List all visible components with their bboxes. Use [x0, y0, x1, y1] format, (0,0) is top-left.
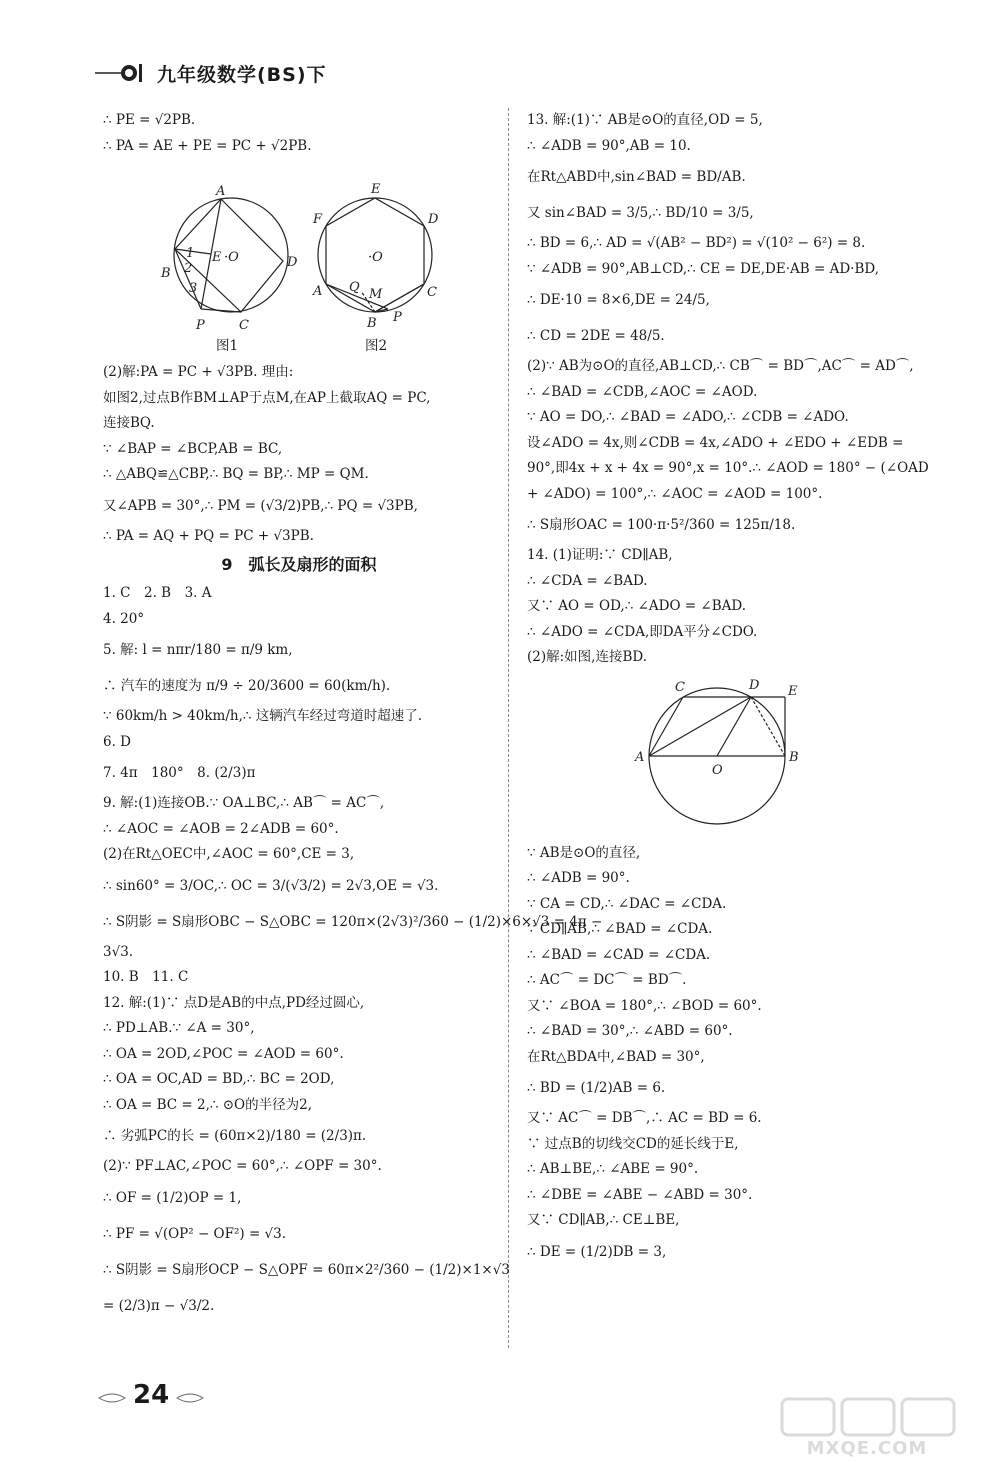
text-line: ∴ ∠ADB = 90°,AB = 10. — [527, 137, 691, 154]
text-line: ∴ S扇形OAC = 100·π·5²/360 = 125π/18. — [527, 517, 796, 533]
page-footer — [97, 1375, 205, 1415]
fig1-label: 2 — [184, 261, 193, 276]
answer-line: ∴ OF = (1/2)OP = 1, — [103, 1189, 242, 1206]
leaf-ornament-icon — [97, 1389, 127, 1401]
answer-line: ∴ 汽车的速度为 π/9 ÷ 20/3600 = 60(km/h). — [103, 678, 391, 694]
answer-line: ∴ OA = OC,AD = BD,∴ BC = 2OD, — [103, 1071, 335, 1087]
answer-line: ∴ ∠AOC = ∠AOB = 2∠ADB = 60°. — [103, 820, 339, 837]
text-line: 在Rt△BDA中,∠BAD = 30°, — [527, 1048, 705, 1065]
fig3-label: D — [749, 677, 760, 693]
answer-line: (2)在Rt△OEC中,∠AOC = 60°,CE = 3, — [103, 846, 355, 862]
text-line: 13. 解:(1)∵ AB是⊙O的直径,OD = 5, — [527, 112, 763, 128]
text-line: ∴ DE·10 = 8×6,DE = 24/5, — [527, 292, 710, 308]
answer-line: 4. 20° — [103, 610, 145, 627]
answer-line: ∴ PD⊥AB.∵ ∠A = 30°, — [103, 1020, 255, 1036]
header-ornament-icon — [95, 62, 153, 84]
figures-1-2 — [103, 159, 495, 334]
fig1-label: A — [216, 184, 226, 199]
figure-3 — [527, 671, 927, 841]
fig1-label: P — [196, 318, 205, 333]
text-line: ∴ ∠BAD = ∠CDB,∠AOC = ∠AOD. — [527, 383, 758, 400]
text-line: ∴ PA = AE + PE = PC + √2PB. — [103, 137, 312, 154]
fig3-label: A — [635, 749, 645, 765]
text-line: ∴ BD = 6,∴ AD = √(AB² − BD²) = √(10² − 6²) = 8. — [527, 235, 866, 251]
answer-line: 12. 解:(1)∵ 点D是AB的中点,PD经过圆心, — [103, 994, 365, 1011]
text-line: ∴ ∠ADO = ∠CDA,即DA平分∠CDO. — [527, 623, 758, 640]
right-column — [527, 108, 927, 1270]
page-number: 24 — [133, 1380, 170, 1410]
geometry-figures — [103, 159, 495, 334]
text-line: ∴ ∠CDA = ∠BAD. — [527, 572, 648, 589]
fig2-label: D — [428, 212, 439, 227]
fig-caption: 图2 — [365, 338, 388, 354]
answer-line: 1. C 2. B 3. A — [103, 585, 212, 601]
text-line: ∵ ∠BAP = ∠BCP,AB = BC, — [103, 440, 283, 457]
answer-line: ∴ S阴影 = S扇形OCP − S△OPF = 60π×2²/360 − (1/2)×1×√3 — [103, 1261, 510, 1278]
answer-line: 7. 4π 180° 8. (2/3)π — [103, 765, 256, 781]
text-line: 设∠ADO = 4x,则∠CDB = 4x,∠ADO + ∠EDO + ∠EDB = — [527, 434, 904, 451]
answer-line: = (2/3)π − √3/2. — [103, 1297, 215, 1314]
watermark-logo-icon — [772, 1395, 962, 1439]
fig2-label: ·O — [368, 250, 383, 265]
text-line: (2)解:如图,连接BD. — [527, 649, 648, 665]
text-line: 又∵ CD∥AB,∴ CE⊥BE, — [527, 1212, 680, 1228]
fig2-label: E — [371, 182, 381, 197]
fig2-label: A — [313, 284, 323, 299]
text-line: ∴ △ABQ≌△CBP,∴ BQ = BP,∴ MP = QM. — [103, 466, 369, 482]
fig2-label: Q — [349, 280, 360, 295]
answer-line: ∴ 劣弧PC的长 = (60π×2)/180 = (2/3)π. — [103, 1128, 367, 1144]
answer-line: ∴ sin60° = 3/OC,∴ OC = 3/(√3/2) = 2√3,OE = √3. — [103, 877, 439, 894]
text-line: ∴ BD = (1/2)AB = 6. — [527, 1080, 666, 1096]
answer-line: ∴ S阴影 = S扇形OBC − S△OBC = 120π×(2√3)²/360 − (1/2)×6×√3 = 4π − — [103, 913, 603, 930]
text-line: 14. (1)证明:∵ CD∥AB, — [527, 547, 673, 563]
text-line: ∴ ∠BAD = 30°,∴ ∠ABD = 60°. — [527, 1023, 733, 1039]
fig-caption: 图1 — [216, 338, 239, 354]
watermark — [772, 1395, 962, 1459]
page-header — [95, 58, 327, 88]
answer-line: ∵ 60km/h > 40km/h,∴ 这辆汽车经过弯道时超速了. — [103, 708, 423, 724]
fig2-label: C — [427, 285, 437, 300]
section-title: 9 弧长及扇形的面积 — [221, 555, 377, 574]
text-line: 又∠APB = 30°,∴ PM = (√3/2)PB,∴ PQ = √3PB, — [103, 497, 418, 514]
geometry-figure-3 — [527, 671, 927, 841]
answer-line: ∴ PF = √(OP² − OF²) = √3. — [103, 1225, 287, 1242]
answer-line: 9. 解:(1)连接OB.∵ OA⊥BC,∴ AB⌒ = AC⌒, — [103, 795, 385, 811]
answer-line: 6. D — [103, 733, 131, 750]
answer-line: ∴ OA = 2OD,∠POC = ∠AOD = 60°. — [103, 1045, 344, 1062]
text-line: ∵ CA = CD,∴ ∠DAC = ∠CDA. — [527, 895, 727, 912]
answer-line: ∴ OA = BC = 2,∴ ⊙O的半径为2, — [103, 1096, 313, 1113]
text-line: ∴ PE = √2PB. — [103, 112, 196, 128]
fig1-label: D — [287, 255, 298, 270]
text-line: 90°,即4x + x + 4x = 90°,x = 10°.∴ ∠AOD = 180° − (∠OAD — [527, 460, 929, 476]
answer-line: 3√3. — [103, 943, 134, 960]
fig3-label: E — [788, 683, 798, 699]
text-line: (2)∵ AB为⊙O的直径,AB⊥CD,∴ CB⌒ = BD⌒,AC⌒ = AD⌒, — [527, 358, 914, 374]
text-line: ∴ PA = AQ + PQ = PC + √3PB. — [103, 527, 314, 544]
watermark-text: MXQE.COM — [806, 1438, 928, 1459]
fig1-label: E — [212, 250, 222, 265]
text-line: 又∵ AC⌒ = DB⌒,∴ AC = BD = 6. — [527, 1110, 762, 1126]
text-line: 连接BQ. — [103, 415, 155, 431]
text-line: 又 sin∠BAD = 3/5,∴ BD/10 = 3/5, — [527, 205, 754, 221]
header-title: 九年级数学(BS)下 — [157, 63, 327, 86]
figure-captions — [103, 334, 495, 360]
fig3-label: C — [675, 679, 685, 695]
answer-line: (2)∵ PF⊥AC,∠POC = 60°,∴ ∠OPF = 30°. — [103, 1158, 382, 1174]
text-line: ∴ ∠DBE = ∠ABE − ∠ABD = 30°. — [527, 1186, 753, 1203]
text-line: ∴ ∠ADB = 90°. — [527, 870, 630, 886]
text-line: ∴ AB⊥BE,∴ ∠ABE = 90°. — [527, 1161, 699, 1177]
text-line: ∴ ∠BAD = ∠CAD = ∠CDA. — [527, 946, 711, 963]
text-line: ∴ CD = 2DE = 48/5. — [527, 328, 665, 344]
text-line: ∵ 过点B的切线交CD的延长线于E, — [527, 1135, 739, 1152]
fig3-label: B — [789, 749, 799, 765]
fig1-label: 1 — [186, 246, 195, 261]
fig3-label: O — [712, 762, 723, 778]
fig2-label: M — [369, 287, 383, 302]
answer-line: 10. B 11. C — [103, 969, 189, 985]
fig2-label: P — [393, 310, 402, 325]
fig1-label: 3 — [189, 281, 198, 296]
fig1-label: ·O — [224, 250, 239, 265]
text-line: ∵ AB是⊙O的直径, — [527, 844, 641, 861]
answer-line: 5. 解: l = nπr/180 = π/9 km, — [103, 642, 293, 658]
fig2-label: B — [367, 316, 377, 331]
text-line: 又∵ ∠BOA = 180°,∴ ∠BOD = 60°. — [527, 997, 762, 1014]
text-line: ∴ DE = (1/2)DB = 3, — [527, 1243, 667, 1260]
column-divider — [508, 108, 509, 1348]
fig1-label: B — [161, 266, 171, 281]
text-line: (2)解:PA = PC + √3PB. 理由: — [103, 364, 294, 380]
fig2-label: F — [313, 212, 323, 227]
text-line: ∴ AC⌒ = DC⌒ = BD⌒. — [527, 972, 687, 988]
text-line: 又∵ AO = OD,∴ ∠ADO = ∠BAD. — [527, 598, 747, 614]
text-line: + ∠ADO) = 100°,∴ ∠AOC = ∠AOD = 100°. — [527, 485, 823, 502]
text-line: 在Rt△ABD中,sin∠BAD = BD/AB. — [527, 169, 746, 185]
text-line: ∵ CD∥AB,∴ ∠BAD = ∠CDA. — [527, 921, 713, 937]
text-line: 如图2,过点B作BM⊥AP于点M,在AP上截取AQ = PC, — [103, 389, 431, 406]
fig1-label: C — [239, 318, 249, 333]
text-line: ∵ ∠ADB = 90°,AB⊥CD,∴ CE = DE,DE·AB = AD·BD, — [527, 260, 880, 277]
text-line: ∵ AO = DO,∴ ∠BAD = ∠ADO,∴ ∠CDB = ∠ADO. — [527, 409, 849, 425]
leaf-ornament-icon — [175, 1389, 205, 1401]
